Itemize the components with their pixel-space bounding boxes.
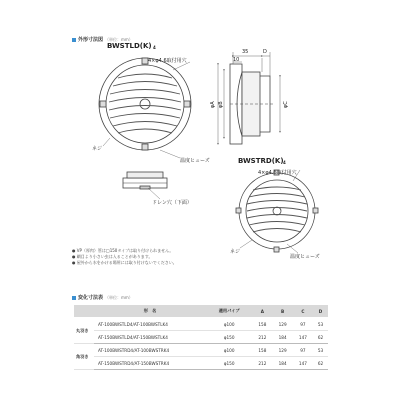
table-cell: φ150	[206, 357, 252, 370]
table-cell: 184	[273, 357, 293, 370]
spec-table	[74, 305, 328, 370]
table-cell: 97	[293, 344, 313, 357]
table-row	[74, 318, 328, 331]
dim-phi-a-label: φA	[210, 101, 216, 108]
upper-side-view	[218, 52, 280, 144]
note-item: ● 屋外から水をかける場所には取り付けないでください。	[72, 260, 177, 266]
table-cell: 184	[273, 331, 293, 344]
group-label: 角羽き	[74, 344, 94, 370]
table-cell: 53	[313, 318, 328, 331]
drain-label: ドレン穴（下面）	[152, 200, 192, 206]
lower-model-sub: 4	[283, 160, 286, 165]
table-cell: 62	[313, 331, 328, 344]
screw-label-upper: ネジ	[92, 146, 103, 152]
table-cell: 158	[252, 344, 272, 357]
lower-hole-note: 4×φ4.6取付用穴	[258, 170, 297, 176]
table-cell: 212	[252, 331, 272, 344]
table-cell: 158	[252, 318, 272, 331]
table-cell: 212	[252, 357, 272, 370]
table-header-row	[74, 305, 328, 318]
table-cell: φ100	[206, 344, 252, 357]
section-title-spec	[72, 294, 133, 301]
group-label: 丸羽き	[74, 318, 94, 344]
table-cell: 147	[293, 357, 313, 370]
table-cell: 97	[293, 318, 313, 331]
table-cell: 62	[313, 357, 328, 370]
table-cell: 147	[293, 331, 313, 344]
fuse-label-lower: 温度ヒューズ	[290, 254, 320, 260]
dim-35-label: 35	[242, 49, 249, 55]
upper-model-label: BWSTLD(K)	[107, 42, 152, 50]
table-cell: AT-150BWSTRD4/AT-150BWSTRK4	[94, 357, 206, 370]
table-cell: φ150	[206, 331, 252, 344]
table-cell: AT-100BWSTLD4/AT-100BWSTLK4	[94, 318, 206, 331]
lower-model-label: BWSTRD(K)	[238, 157, 284, 165]
table-cell: AT-150BWSTLD4/AT-150BWSTLK4	[94, 331, 206, 344]
bullet-square-icon	[72, 296, 76, 300]
table-cell: AT-100BWSTRD4/AT-100BWSTRK4	[94, 344, 206, 357]
header-cell: 適用パイプ	[206, 305, 252, 318]
section-unit: （単位：mm）	[105, 294, 133, 300]
table-cell: 129	[273, 318, 293, 331]
notes-block	[72, 248, 177, 267]
header-cell: 形 名	[94, 305, 206, 318]
fuse-label-upper: 温度ヒューズ	[180, 158, 210, 164]
table-cell: φ100	[206, 318, 252, 331]
table-cell: 53	[313, 344, 328, 357]
note-item: ● 網目より小さい虫は入ることがあります。	[72, 254, 153, 260]
section-title-text: 変化寸法表	[78, 295, 104, 301]
lower-front-view	[236, 170, 318, 252]
dim-d-label: D	[263, 49, 267, 55]
screw-label-lower: ネジ	[230, 249, 241, 255]
dim-phi-b-label: φB	[218, 101, 224, 108]
header-cell: B	[273, 305, 293, 318]
table-cell: 129	[273, 344, 293, 357]
upper-front-view	[99, 58, 191, 150]
section-title-text: 外形寸法図	[78, 37, 104, 43]
table-row	[74, 344, 328, 357]
drain-view	[123, 172, 167, 189]
header-cell: C	[293, 305, 313, 318]
upper-hole-note: 4×φ4.6取付用穴	[148, 58, 187, 64]
note-item: ● VP（厚肉）管は□150タイプは取り付けられません。	[72, 248, 174, 253]
dim-10-label: 10	[233, 57, 240, 63]
header-cell-blank	[74, 305, 94, 318]
header-cell: A	[252, 305, 272, 318]
header-cell: D	[313, 305, 328, 318]
table-row	[74, 357, 328, 370]
upper-model-sub: 4	[153, 45, 156, 50]
section-unit: （単位：mm）	[105, 36, 133, 42]
dim-phi-c-label: φC	[283, 101, 289, 108]
table-row	[74, 331, 328, 344]
